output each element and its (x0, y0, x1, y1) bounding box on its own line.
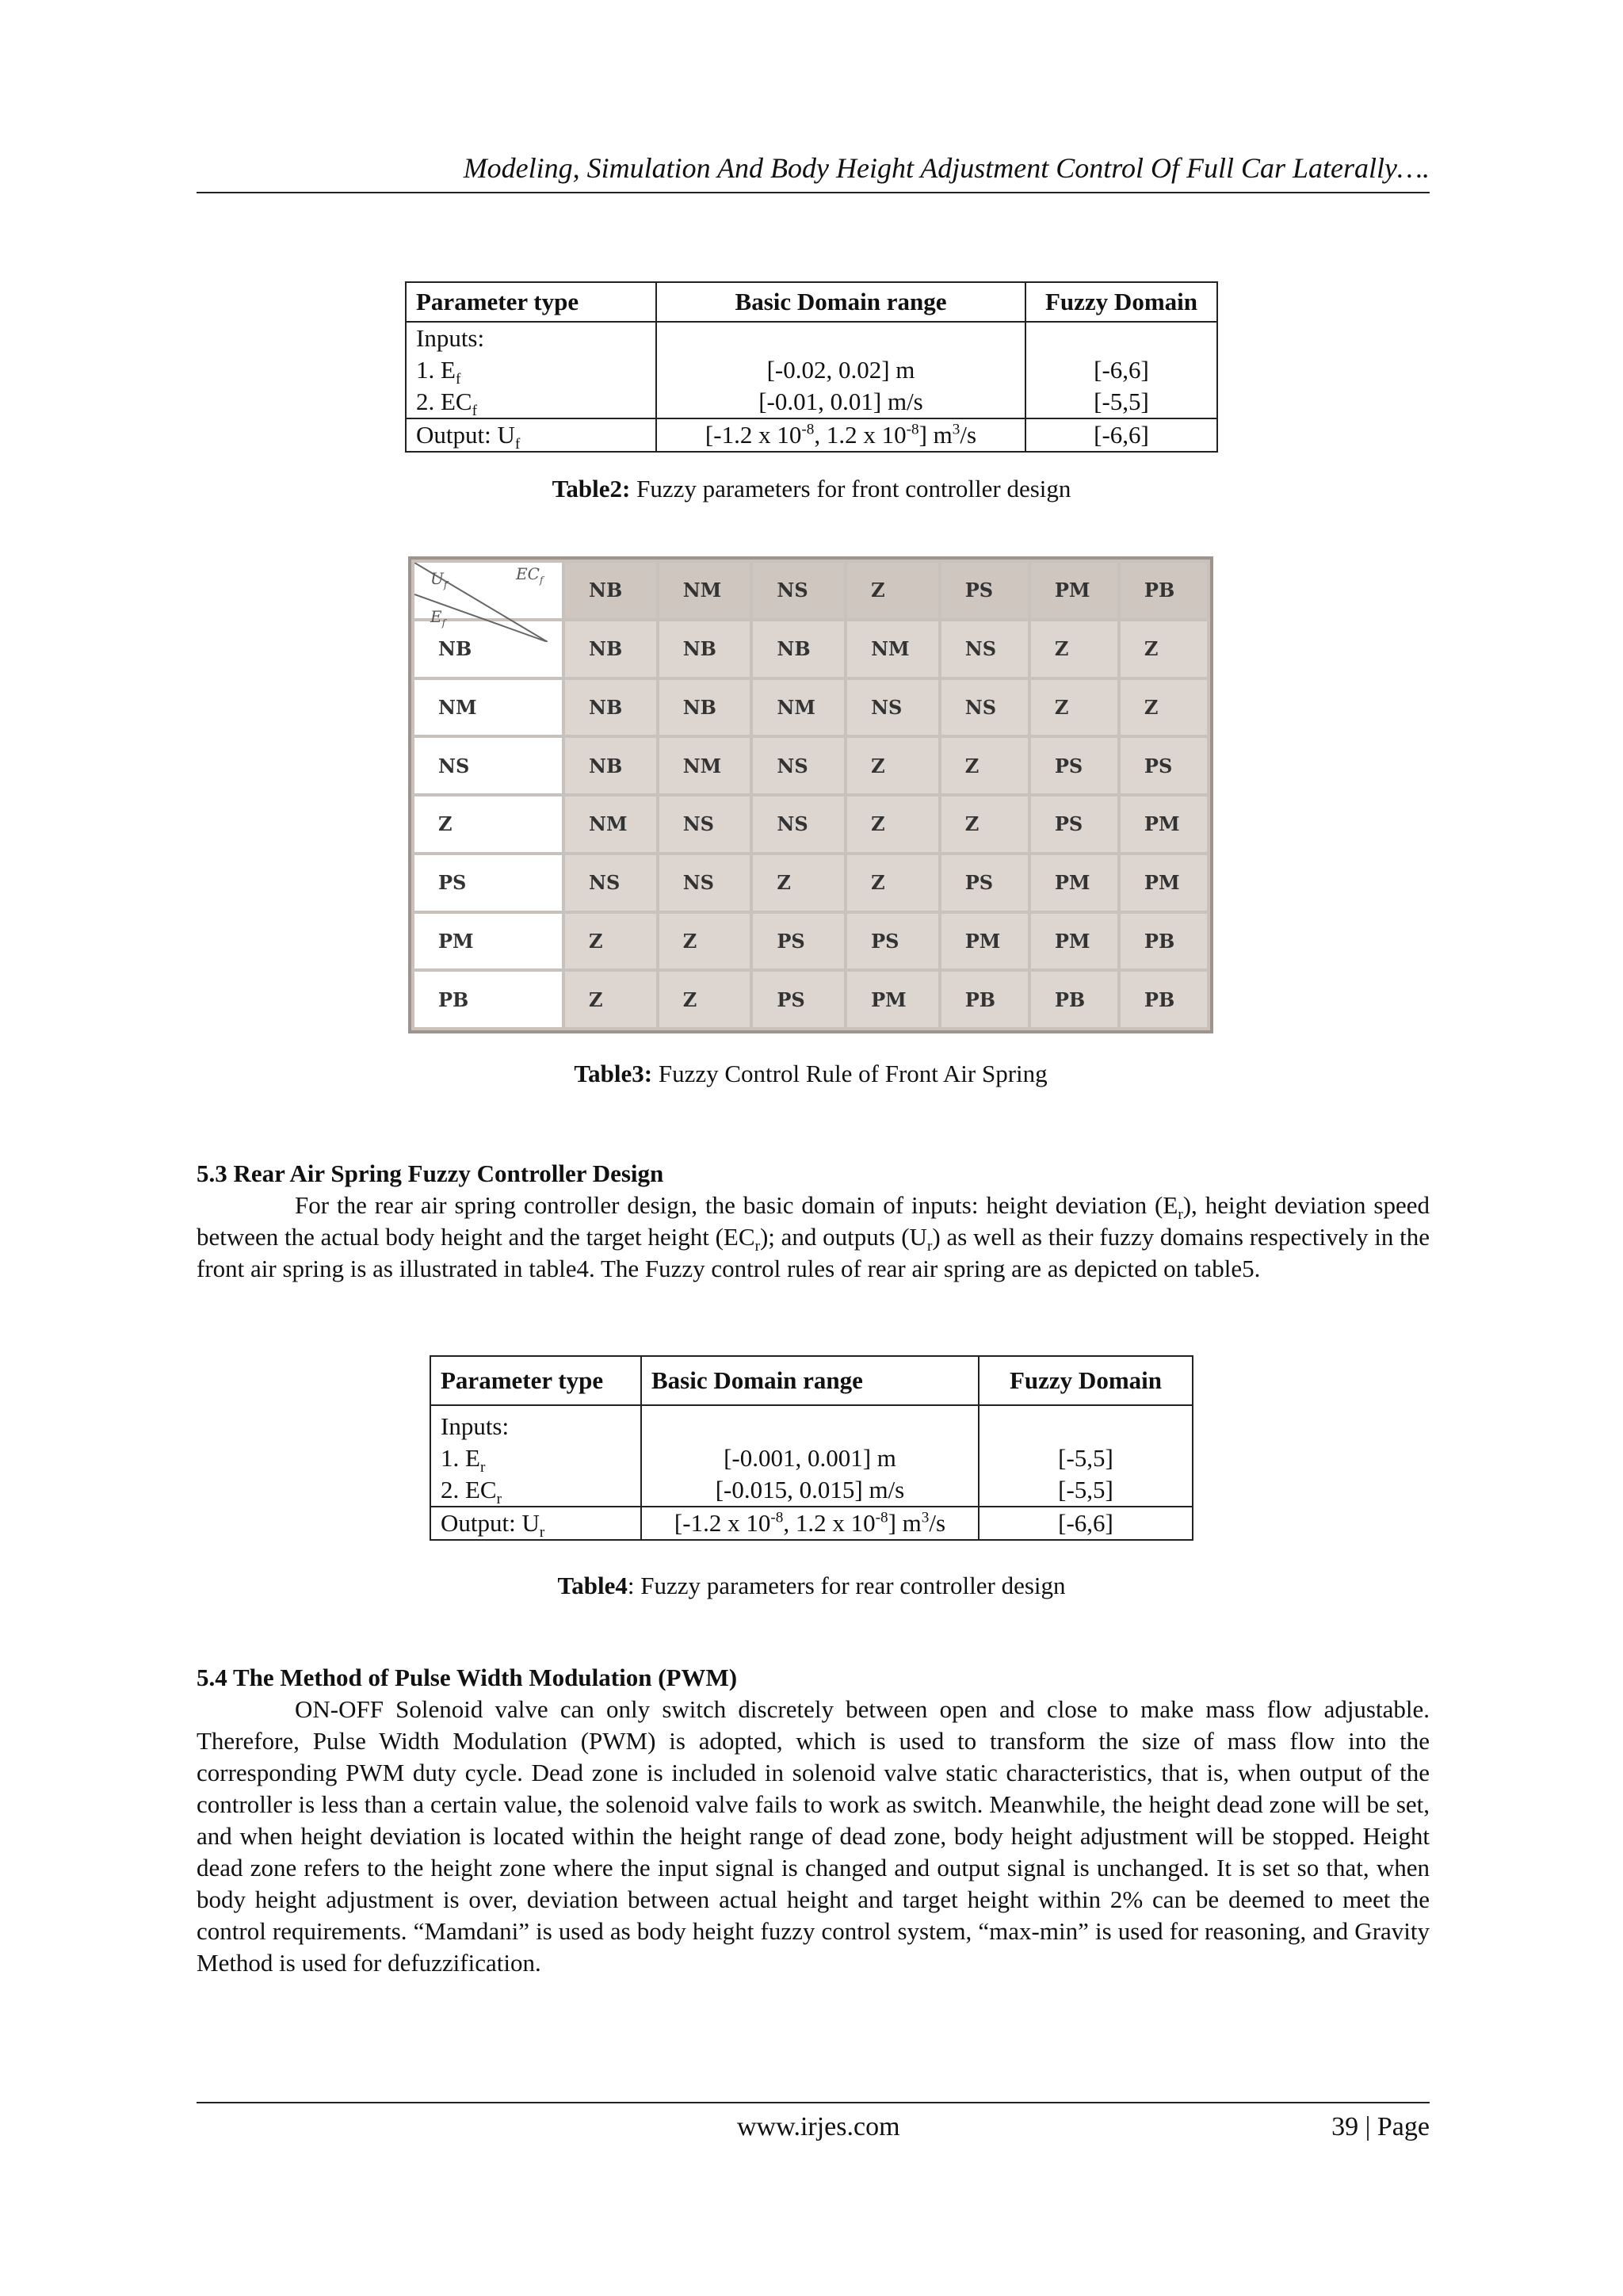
table3-row (414, 972, 1207, 1027)
table2-row1-fuzzy: [-6,6] (1094, 356, 1149, 384)
header-rule (197, 192, 1430, 193)
row-header: PB (414, 972, 562, 1027)
table3-row (414, 914, 1207, 969)
section-5-3 (197, 1158, 1430, 1285)
rule-cell: NB (565, 621, 656, 677)
corner-row-label: $E_f$ (430, 607, 446, 628)
row-header: NM (414, 680, 562, 735)
table2-caption: Table2: Fuzzy parameters for front controller design (552, 475, 1071, 502)
rule-cell: NB (659, 621, 750, 677)
table4-row1-fuzzy: [-5,5] (1058, 1444, 1113, 1472)
rule-cell: Z (659, 914, 750, 969)
row-header: PS (414, 855, 562, 911)
section-5-4 (197, 1662, 1430, 1979)
rule-cell: Z (847, 855, 938, 911)
table4-header-fuzzy: Fuzzy Domain (979, 1356, 1193, 1405)
section-5-3-heading: 5.3 Rear Air Spring Fuzzy Controller Design (197, 1159, 664, 1187)
table2-output-fuzzy: [-6,6] (1025, 418, 1217, 452)
rule-cell: Z (847, 738, 938, 793)
rule-cell: PS (1031, 797, 1117, 852)
table4-rear-parameters (430, 1355, 1193, 1541)
table3-header-row (414, 563, 1207, 618)
table2-inputs-row (406, 322, 1217, 418)
table2-header-range: Basic Domain range (656, 282, 1025, 322)
table4-output-range: [-1.2 x $10^{-8}$, 1.2 x $10^{-8}$] $m^3/s$ (641, 1507, 979, 1540)
col-header: NS (753, 563, 844, 618)
row-header: Z (414, 797, 562, 852)
rule-cell: PM (1121, 797, 1207, 852)
rule-cell: PM (1121, 855, 1207, 911)
table2-param-cell (406, 322, 656, 418)
table4-output-label: Output: $U_r$ (430, 1507, 641, 1540)
col-header: PB (1121, 563, 1207, 618)
rule-cell: NM (847, 621, 938, 677)
rule-cell: Z (753, 855, 844, 911)
col-header: Z (847, 563, 938, 618)
rule-cell: PM (1031, 914, 1117, 969)
row-header: PM (414, 914, 562, 969)
table4-row2-fuzzy: [-5,5] (1058, 1476, 1113, 1503)
table4-param-cell (430, 1405, 641, 1507)
table2-row2-range: [-0.01, 0.01] m/s (758, 388, 923, 415)
table3-row (414, 680, 1207, 735)
rule-cell: Z (941, 797, 1028, 852)
table4-range-cell (641, 1405, 979, 1507)
table4-row1-range: [-0.001, 0.001] m (724, 1444, 896, 1472)
rule-cell: PS (847, 914, 938, 969)
section-5-3-paragraph: For the rear air spring controller design, the basic domain of inputs: height deviation $(E_r)$, height deviation speed between the actual body height and the target height $(EC_r)$; and outputs $(U_r)$ as well as their fuzzy domains respectively in the front air spring is as illustrated in table4. The Fuzzy control rules of rear air spring are as depicted on table5. (197, 1191, 1430, 1282)
rule-cell: NB (565, 680, 656, 735)
footer-page-number: 39 | Page (1331, 2112, 1430, 2141)
rule-cell: NM (753, 680, 844, 735)
rule-cell: PM (941, 914, 1028, 969)
table2-output-range: [-1.2 x $10^{-8}$, 1.2 x $10^{-8}$] $m^3/s$ (656, 418, 1025, 452)
table4-inputs-label: Inputs: (441, 1412, 510, 1440)
rule-cell: PB (1121, 972, 1207, 1027)
table2-output-row (406, 418, 1217, 452)
rule-cell: NB (659, 680, 750, 735)
table2-row1-label: 1. $E_f$ (416, 356, 461, 388)
table2-output-label: Output: $U_f$ (406, 418, 656, 452)
rule-cell: PS (1121, 738, 1207, 793)
rule-cell: PB (941, 972, 1028, 1027)
col-header: PM (1031, 563, 1117, 618)
rule-cell: PM (847, 972, 938, 1027)
rule-cell: PS (753, 972, 844, 1027)
rule-cell: NB (565, 738, 656, 793)
running-header: Modeling, Simulation And Body Height Adjustment Control Of Full Car Laterally…. (463, 152, 1430, 184)
corner-column-label: $EC_f$ (516, 564, 544, 586)
table4-output-row (430, 1507, 1193, 1540)
table2-front-parameters (405, 281, 1218, 453)
section-5-4-paragraph: ON-OFF Solenoid valve can only switch discretely between open and close to make mass flow adjustable. Therefore, Pulse Width Modulation (PWM) is adopted, which is used to transform the size of mass flow into the corresponding PWM duty cycle. Dead zone is included in solenoid valve static characteristics, that is, when output of the controller is less than a certain value, the solenoid valve fails to work as switch. Meanwhile, the height dead zone will be set, and when height deviation is located within the height range of dead zone, body height adjustment will be stopped. Height dead zone refers to the height zone where the input signal is changed and output signal is unchanged. It is set so that, when body height adjustment is over, deviation between actual height and target height within 2% can be deemed to meet the control requirements. “Mamdani” is used as body height fuzzy control system, “max-min” is used for reasoning, and Gravity Method is used for defuzzification. (197, 1695, 1430, 1977)
rule-cell: NB (753, 621, 844, 677)
table2-row1-range: [-0.02, 0.02] m (766, 356, 915, 384)
table3-row (414, 738, 1207, 793)
table4-row1-label: 1. $E_r$ (441, 1444, 486, 1477)
table4-caption: Table4: Fuzzy parameters for rear controller design (557, 1572, 1066, 1599)
table3-row (414, 797, 1207, 852)
table3-caption: Table3: Fuzzy Control Rule of Front Air Spring (574, 1060, 1048, 1087)
rule-cell: Z (1031, 621, 1117, 677)
table4-header-param: Parameter type (430, 1356, 641, 1405)
rule-cell: PM (1031, 855, 1117, 911)
rule-cell: Z (1031, 680, 1117, 735)
rule-cell: NS (565, 855, 656, 911)
rule-cell: Z (941, 738, 1028, 793)
table4-fuzzy-cell (979, 1405, 1193, 1507)
rule-cell: PB (1031, 972, 1117, 1027)
rule-cell: NS (941, 621, 1028, 677)
table2-header-param: Parameter type (406, 282, 656, 322)
col-header: NB (565, 563, 656, 618)
row-header: NS (414, 738, 562, 793)
rule-cell: NS (753, 797, 844, 852)
rule-cell: NS (941, 680, 1028, 735)
table2-inputs-label: Inputs: (416, 324, 485, 352)
rule-cell: Z (565, 972, 656, 1027)
rule-cell: NS (659, 855, 750, 911)
table4-header-range: Basic Domain range (641, 1356, 979, 1405)
corner-output-label: $U_f$ (430, 569, 448, 590)
rule-cell: NS (753, 738, 844, 793)
footer-rule (197, 2102, 1430, 2103)
table2-range-cell (656, 322, 1025, 418)
rule-cell: Z (847, 797, 938, 852)
table4-inputs-row (430, 1405, 1193, 1507)
table3-rule-matrix (408, 556, 1213, 1033)
rule-cell: Z (659, 972, 750, 1027)
table2-header-fuzzy: Fuzzy Domain (1025, 282, 1217, 322)
rule-cell: PS (941, 855, 1028, 911)
table4-row2-label: 2. $EC_r$ (441, 1476, 502, 1508)
rule-cell: NS (847, 680, 938, 735)
rule-cell: NM (565, 797, 656, 852)
rule-cell: PB (1121, 914, 1207, 969)
rule-cell: Z (565, 914, 656, 969)
table2-fuzzy-cell (1025, 322, 1217, 418)
row-header: NB (414, 621, 562, 677)
rule-cell: PS (1031, 738, 1117, 793)
rule-cell: NM (659, 738, 750, 793)
table3-row (414, 855, 1207, 911)
rule-cell: PS (753, 914, 844, 969)
rule-cell: NS (659, 797, 750, 852)
table2-row2-fuzzy: [-5,5] (1094, 388, 1149, 415)
table4-output-fuzzy: [-6,6] (979, 1507, 1193, 1540)
rule-cell: Z (1121, 621, 1207, 677)
footer-url: www.irjes.com (737, 2112, 900, 2141)
rule-cell: Z (1121, 680, 1207, 735)
section-5-4-heading: 5.4 The Method of Pulse Width Modulation (PWM) (197, 1664, 738, 1691)
col-header: PS (941, 563, 1028, 618)
col-header: NM (659, 563, 750, 618)
table3-corner-cell (414, 563, 562, 628)
table4-row2-range: [-0.015, 0.015] m/s (715, 1476, 905, 1503)
table2-row2-label: 2. $EC_f$ (416, 388, 478, 420)
